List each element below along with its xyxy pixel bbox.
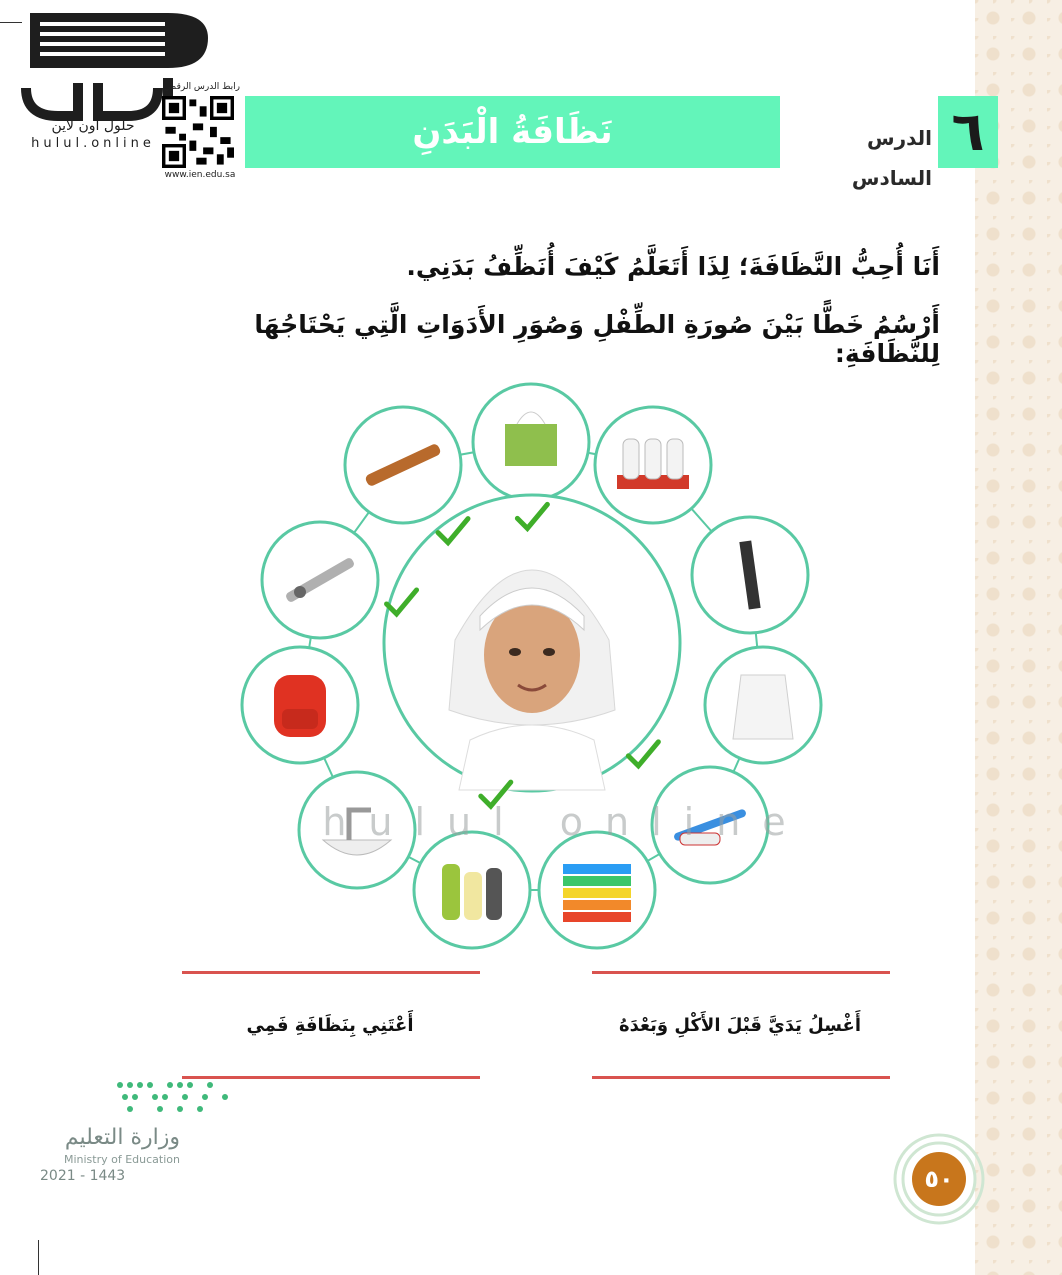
item-circle[interactable] <box>595 407 711 523</box>
ornamental-border <box>975 0 1062 1275</box>
item-circle[interactable] <box>262 522 378 638</box>
instruction-line-2: أَرْسُمُ خَطًّا بَيْنَ صُورَةِ الطِّفْلِ وَصُوَرِ الأَدَوَاتِ الَّتِي يَحْتَاجُهَا لِلنَّظَافَةِ: <box>254 310 940 368</box>
item-circle[interactable] <box>473 384 589 500</box>
qr-caption: رابط الدرس الرقمي <box>163 82 240 92</box>
page-number: ٥٠ <box>924 1165 954 1193</box>
ministry-year: 2021 - 1443 <box>40 1168 126 1184</box>
item-circle[interactable] <box>345 407 461 523</box>
white-thobe-icon <box>733 675 793 739</box>
watermark-text: hulul online <box>322 800 808 844</box>
item-circle[interactable] <box>414 832 530 948</box>
ministry-name-ar: وزارة التعليم <box>64 1125 180 1150</box>
ministry-dots-logo <box>110 1075 250 1115</box>
brand-url: hulul.online <box>31 136 155 151</box>
lesson-title: نَظَافَةُ الْبَدَنِ <box>412 112 613 152</box>
shampoo-bottles-icon <box>442 864 502 920</box>
item-circle[interactable] <box>242 647 358 763</box>
answer-right[interactable]: أَغْسِلُ يَدَيَّ قَبْلَ الأَكْلِ وَبَعْدَهُ <box>618 1015 861 1036</box>
answer-box-right-bottom-line <box>592 1076 890 1079</box>
center-circle[interactable] <box>384 495 680 791</box>
answer-box-left-top-line <box>182 971 480 974</box>
ministry-name-en: Ministry of Education <box>63 1153 180 1166</box>
answer-left[interactable]: أَعْتَنِي بِنَظَافَةِ فَمِي <box>246 1015 414 1036</box>
qr-code[interactable] <box>162 96 234 168</box>
instruction-line-1: أَنَا أُحِبُّ النَّظَافَةَ؛ لِذَا أَتَعَلَّمُ كَيْفَ أُنَظِّفُ بَدَنِي. <box>406 252 940 281</box>
lesson-label: الدرس السادس <box>851 126 932 190</box>
crop-mark <box>38 1240 39 1275</box>
item-circle[interactable] <box>705 647 821 763</box>
brand-subtitle: حلول اون لاين <box>51 118 135 134</box>
qr-url[interactable]: www.ien.edu.sa <box>164 170 236 180</box>
answer-box-right-top-line <box>592 971 890 974</box>
matching-activity <box>235 380 835 960</box>
towels-icon <box>563 864 631 922</box>
item-circle[interactable] <box>539 832 655 948</box>
item-circle[interactable] <box>692 517 808 633</box>
red-backpack-icon <box>274 675 326 737</box>
lesson-number: ٦ <box>951 100 985 163</box>
milk-bottles-icon <box>617 439 689 489</box>
